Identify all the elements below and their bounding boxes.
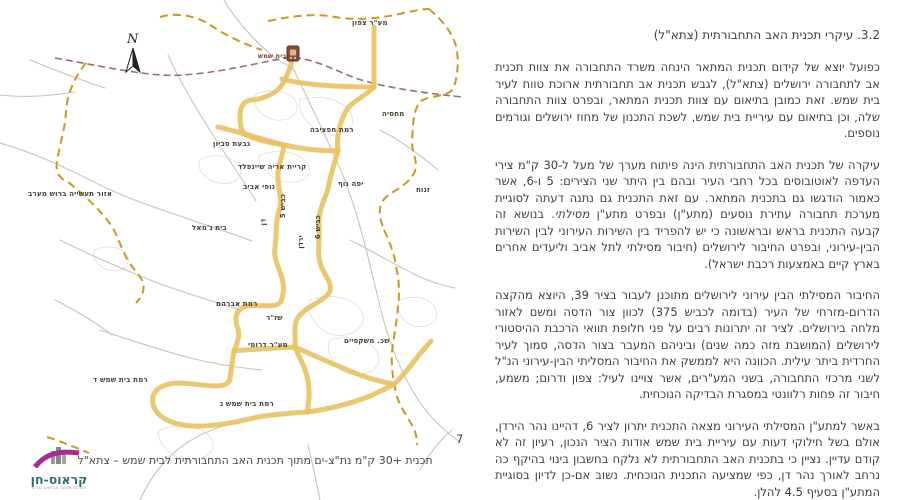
map-label-beit-shemesh-station: בית שמש (258, 52, 287, 60)
map-label-kiryat-arye-sheinfeld: קריית אריה שיינפלד (238, 163, 307, 171)
logo-buildings-icon (27, 444, 91, 468)
map-label-beit-jamal: בית ג'מאל (192, 224, 228, 232)
railway-line (55, 58, 462, 97)
logo-subtitle: הנדסת תנועה וכבישים בע"מ (31, 486, 87, 491)
compass-letter: N (127, 32, 139, 47)
map-label-mishkafayim: שכ. משקפיים (344, 337, 390, 345)
map-caption: תכנית +30 ק"מ נת"צ-ים מתוך תכנית האב התחבורתית לבית שמש – צתא"ל (77, 454, 433, 467)
map-label-machsia: מחסיה (382, 110, 405, 118)
section-heading: 3.2. עיקרי תכנית האב התחבורתית (צתא"ל) (653, 28, 880, 42)
paragraph-3: החיבור המסילתי הבין עירוני לירושלים מתוכנן לעבור בציר 39, היוצא מהקצה הדרום-מזרחי של העיר (בדומה לכביש 375) לכוון צור הדסה ומשם לאזור מלחה בירושלים. לציר זה יתרונות רבים על פני חלופת תוואי הרכבת ההיסטורי לירושלים (המושבת מזה כמה שנים) וביניהם המעבר בצור הדסה, סמוך לעיר החרדית ביתר עילית. הכוונה היא לממשק את החיבור המסליתי הבין-עירוני הנ"ל לשני מרכזי התחבורה, בשני המע"רים, אשר צויינו לעיל: צפון ודרום; משמע, חיבור זה פחות רלוונטי במסגרת הבדיקה הנוכחית. (495, 288, 881, 401)
paragraph-1: כפועל יוצא של קידום תכנית המתאר הינחה משרד התחבורה את צוות תכנית אב לתחבורה ירושלים (צתא"ל), לגבש תכנית אב תחבורתית ארוכת טווח לעיר בית שמש. זאת כמובן בתיאום עם צוות תכנית המתאר, ובפרט צוות התחבורה שלה, וכן בתיאום עם עיריית בית שמש, לשכת התכנון של מחוז ירושלים וגורמים נוספים. (495, 60, 880, 140)
map-label-shazar: שז"ר (266, 314, 283, 322)
page-number: 7 (456, 432, 464, 446)
boundary-layer (47, 9, 458, 453)
map-label-zanoach: זנוח (416, 186, 430, 194)
map-label-kvish-5: כביש 5 (279, 193, 288, 219)
paragraph-4: באשר למתע"ן המסילתי העירוני מצאה התכנית יתרון לציר 6, דהיינו נהר הירדן, אולם בשל חילוקי דעות עם עיריית בית שמש אודות הציר הנכון, רעיון זה לא קודם עדיין. נציין כי בתכנית האב התחבורתית לא נלקח בחשבון בינוי בהיקף כה נרחב לאורך נהר דן, כפי שמציעה התכנית הנוכחית. נשוב אם-כן לדיון בסוגיית המתע"ן בסעיף 4.5 להלן. (495, 418, 881, 499)
map-label-maar-tzafon: מע"ר צפון (352, 19, 388, 27)
map-label-nofei-aviv: נופי אביב (243, 183, 276, 191)
paragraph-2-before: עיקרה של תכנית האב התחבורתית הינה פיתוח מערך של מעל ל-30 ק"מ צירי העדפה לאוטובוסים בכל רחבי העיר ובהם בין היתר שני הצירים: 5 ו-6, אשר כאמור הודגשו גם בתכנית המתאר. עם זאת התכנית גם נתנה דעתה לסוגיית מערכת תחבורה עתירת נוסעים (מתע"ן) ובפרט מתע"ן (495, 157, 880, 221)
map-label-yafe-nof: יפה נוף (338, 180, 364, 188)
paragraph-2 (495, 157, 880, 273)
map-label-givat-savyon: גבעת סביון (213, 140, 251, 148)
map-label-yarden-road: ירדן (296, 235, 305, 249)
article-text-column (495, 27, 880, 500)
map-label-ramat-beit-shemesh-d: רמת בית שמש ד (93, 376, 148, 384)
paragraph-2-italic: מסילתי (554, 207, 590, 221)
map-label-ramat-avraham: רמת אברהם (216, 300, 258, 308)
paragraph-2-after: . בנושא זה קבעה התכנית בראש ובראשונה כי יש להפריד בין השירות העירוני לבין השירות הבין-עירוני, ובפרט החיבור לירושלים (חיבור מסילתי לתל אביב וליעדים אחרים בארץ קיים באמצעות רכבת ישראל). (495, 207, 880, 271)
train-station-icon (287, 46, 299, 61)
map-label-industrial-zone: אזור תעשייה ברוש מערב (28, 190, 113, 198)
logo-name: קראוס-חן (30, 472, 88, 487)
map-label-dan-road: דן (259, 218, 268, 226)
company-logo (24, 444, 94, 492)
map-label-ramat-beit-shemesh-g: רמת בית שמש ג (220, 400, 274, 408)
map-label-maar-dromi: מע"ר דרומי (248, 341, 288, 349)
north-arrow-icon (126, 32, 140, 72)
map-label-kvish-6: כביש 6 (314, 214, 323, 240)
map-label-ramat-hefziba: רמת חפציבה (310, 126, 354, 134)
